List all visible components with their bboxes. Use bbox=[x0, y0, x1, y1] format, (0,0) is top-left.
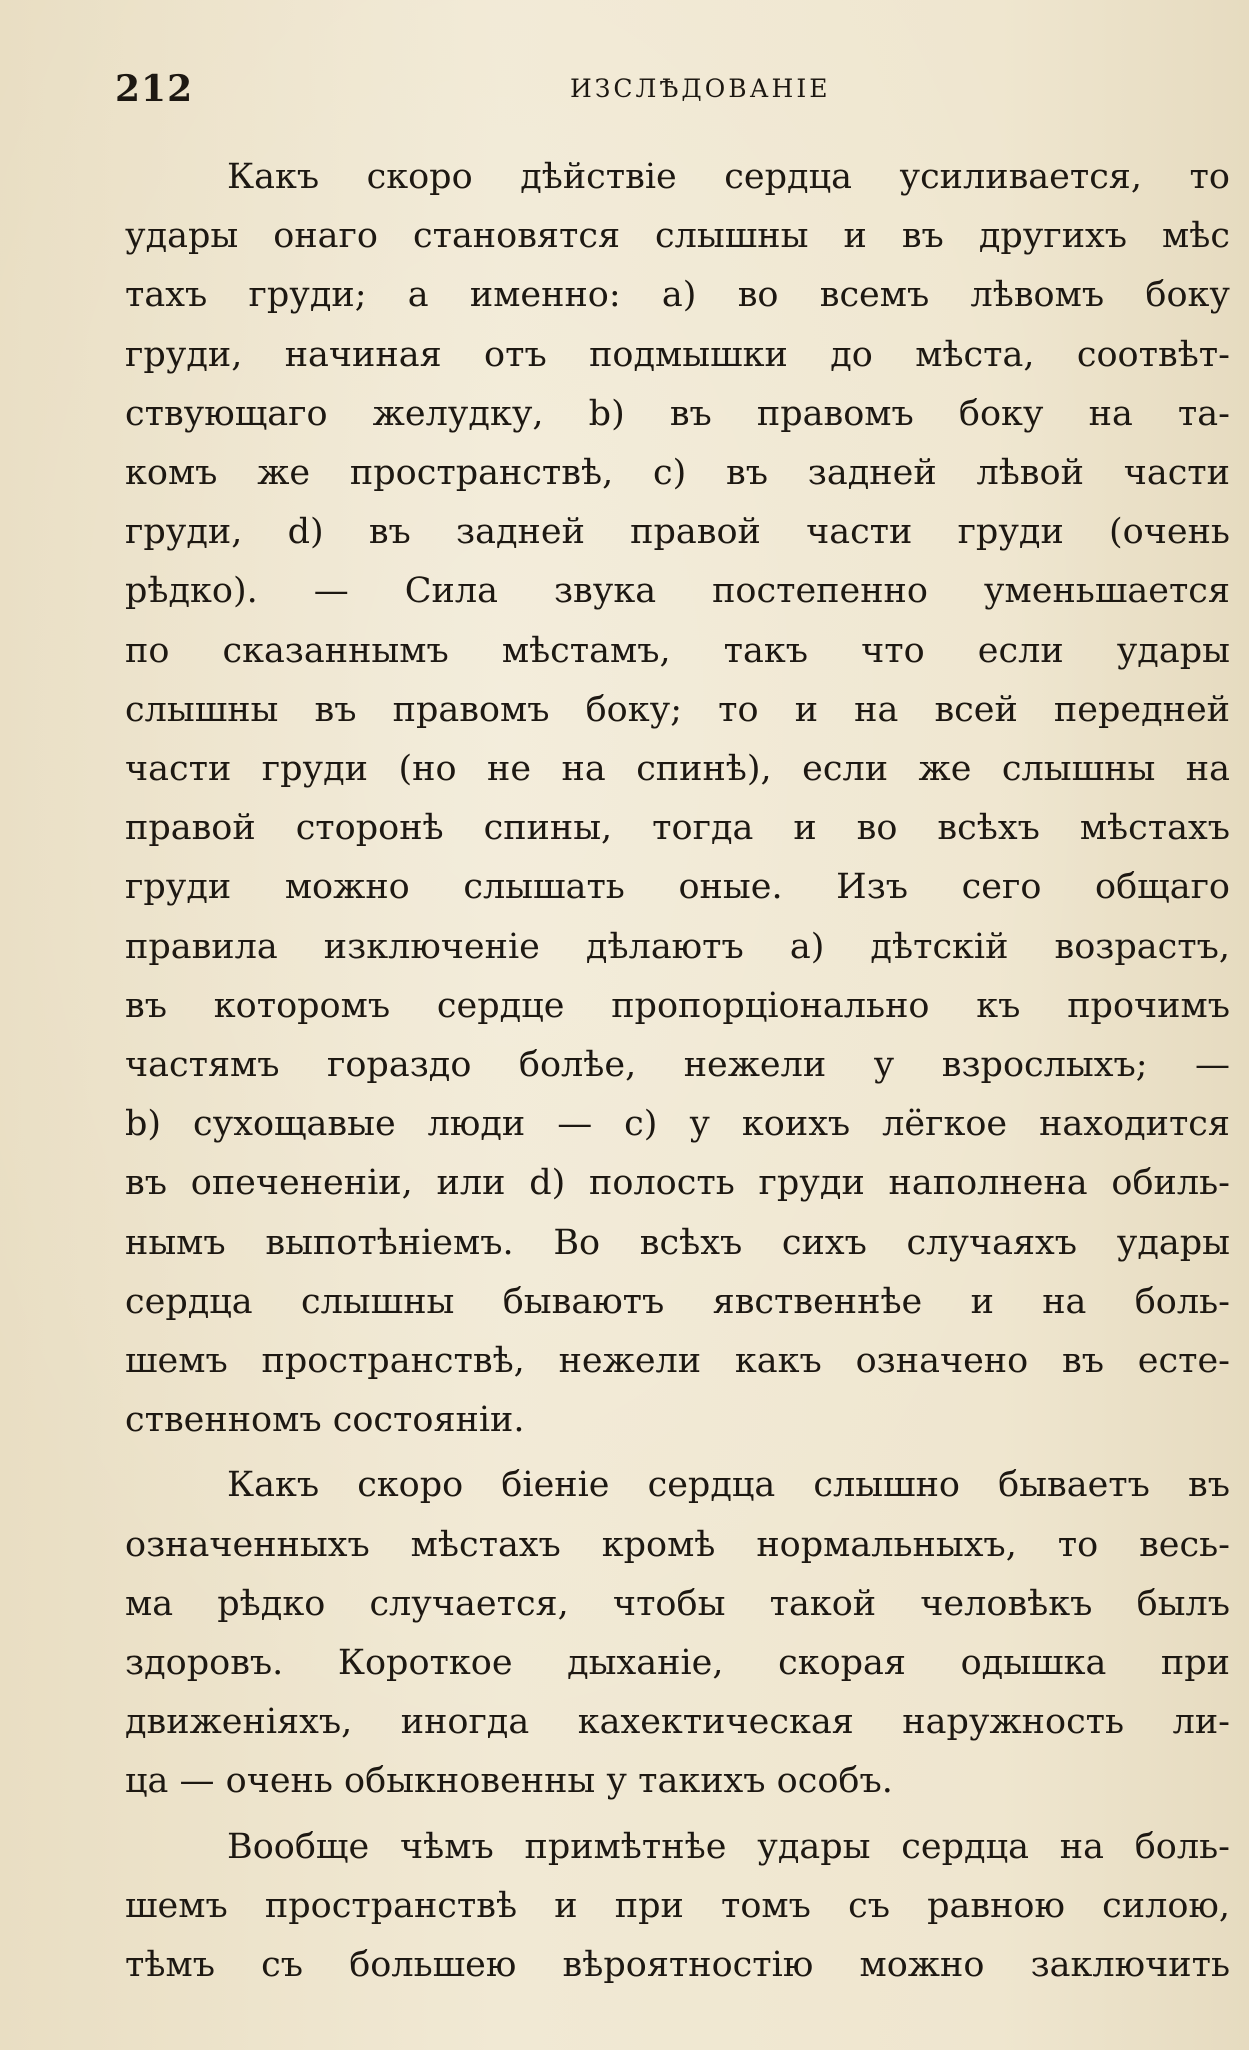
page-header bbox=[115, 60, 1105, 120]
text-line: ма рѣдко случается, чтобы такой человѣкъ былъ bbox=[125, 1583, 1230, 1624]
text-line: здоровъ. Короткое дыханіе, скорая одышка при bbox=[125, 1643, 1230, 1684]
text-line: тѣмъ съ большею вѣроятностію можно заключить bbox=[125, 1945, 1230, 1986]
text-line: груди, d) въ задней правой части груди (очень bbox=[125, 512, 1230, 553]
text-line: ствующаго желудку, b) въ правомъ боку на та- bbox=[125, 393, 1230, 434]
running-head: ИЗСЛѢДОВАНІЕ bbox=[570, 74, 831, 103]
text-line: груди можно слышать оные. Изъ сего общаго bbox=[125, 867, 1230, 908]
text-line: рѣдко). — Сила звука постепенно уменьшается bbox=[125, 571, 1230, 612]
text-line: нымъ выпотѣніемъ. Во всѣхъ сихъ случаяхъ удары bbox=[125, 1222, 1230, 1263]
text-line: удары онаго становятся слышны и въ другихъ мѣс bbox=[125, 216, 1230, 257]
text-line: b) сухощавые люди — c) у коихъ лёгкое находится bbox=[125, 1104, 1230, 1145]
paragraph-1 bbox=[125, 148, 1230, 1450]
text-line: Какъ скоро дѣйствіе сердца усиливается, то bbox=[227, 157, 1230, 197]
text-line: Какъ скоро біеніе сердца слышно бываетъ въ bbox=[227, 1465, 1230, 1506]
page-number: 212 bbox=[115, 68, 194, 110]
text-line: ственномъ состояніи. bbox=[125, 1400, 525, 1441]
text-line: груди, начиная отъ подмышки до мѣста, соотвѣт- bbox=[125, 334, 1230, 375]
paragraph-3 bbox=[125, 1818, 1230, 1996]
text-line: правила изключеніе дѣлаютъ a) дѣтскій возрастъ, bbox=[125, 926, 1230, 967]
text-line: части груди (но не на спинѣ), если же слышны на bbox=[125, 749, 1230, 790]
text-line: слышны въ правомъ боку; то и на всей передней bbox=[125, 689, 1230, 730]
text-line: Вообще чѣмъ примѣтнѣе удары сердца на боль- bbox=[227, 1826, 1230, 1867]
paragraph-2 bbox=[125, 1456, 1230, 1811]
text-line: частямъ гораздо болѣе, нежели у взрослыхъ; — bbox=[125, 1045, 1230, 1086]
text-line: комъ же пространствѣ, c) въ задней лѣвой части bbox=[125, 453, 1230, 494]
text-line: движеніяхъ, иногда кахектическая наружность ли- bbox=[125, 1702, 1230, 1743]
text-line: правой сторонѣ спины, тогда и во всѣхъ мѣстахъ bbox=[125, 808, 1230, 849]
text-line: въ которомъ сердце пропорціонально къ прочимъ bbox=[125, 985, 1230, 1026]
text-line: тахъ груди; а именно: a) во всемъ лѣвомъ боку bbox=[125, 275, 1230, 316]
page-body bbox=[125, 148, 1230, 1995]
text-line: шемъ пространствѣ и при томъ съ равною силою, bbox=[125, 1885, 1230, 1926]
text-line: означенныхъ мѣстахъ кромѣ нормальныхъ, то весь- bbox=[125, 1524, 1230, 1565]
text-line: въ опечененіи, или d) полость груди наполнена обиль- bbox=[125, 1163, 1230, 1204]
text-line: шемъ пространствѣ, нежели какъ означено въ есте- bbox=[125, 1341, 1230, 1382]
text-line: сердца слышны бываютъ явственнѣе и на боль- bbox=[125, 1281, 1230, 1322]
text-line: ца — очень обыкновенны у такихъ особъ. bbox=[125, 1761, 893, 1802]
text-line: по сказаннымъ мѣстамъ, такъ что если удары bbox=[125, 630, 1230, 671]
